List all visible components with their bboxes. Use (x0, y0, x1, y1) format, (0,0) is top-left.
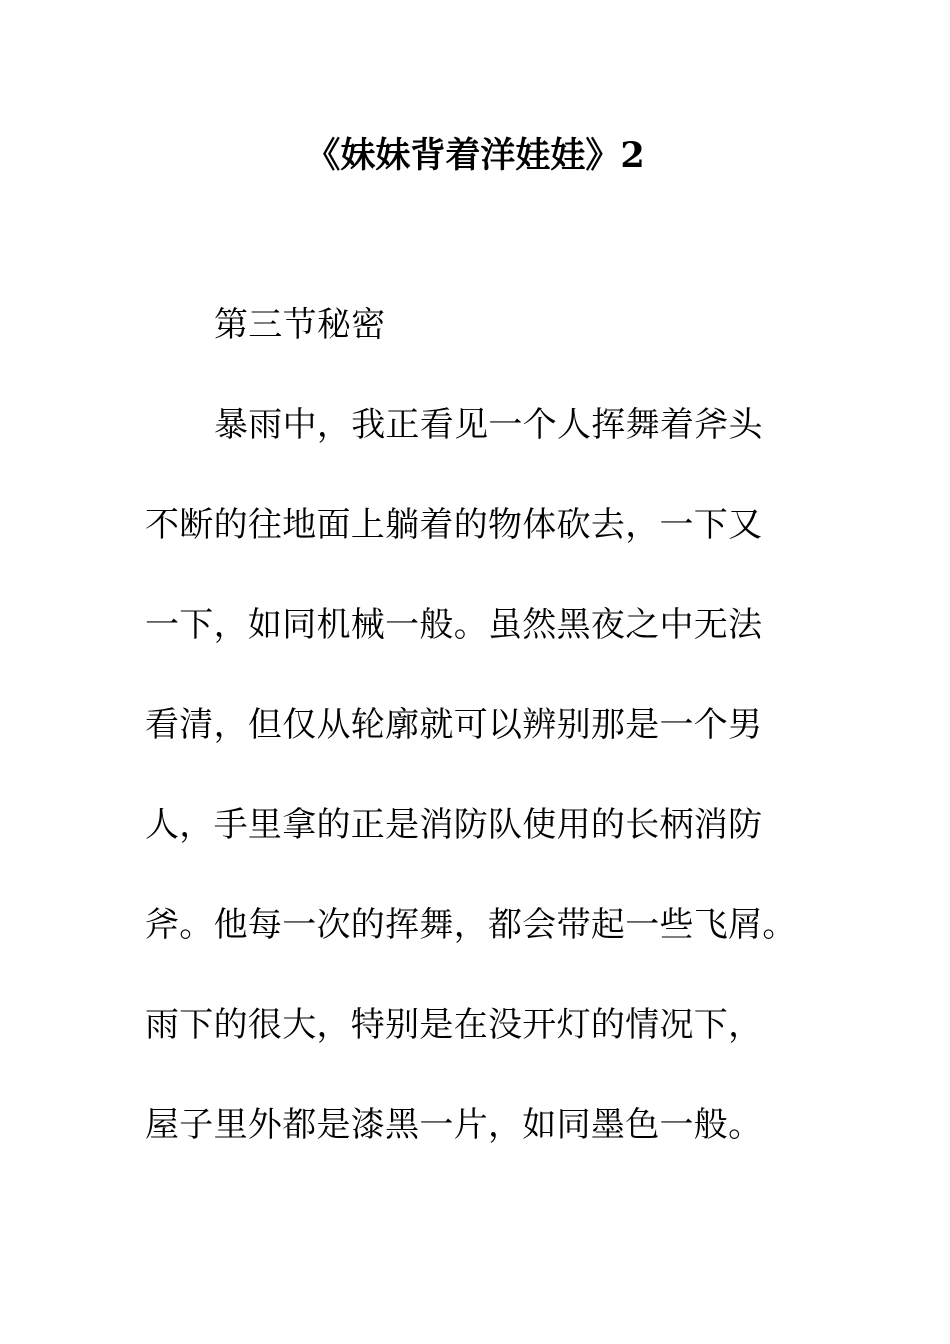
paragraph-line: 暴雨中，我正看见一个人挥舞着斧头 (214, 405, 763, 445)
paragraph-line: 不断的往地面上躺着的物体砍去，一下又 (145, 505, 763, 545)
section-heading: 第三节秘密 (214, 305, 386, 345)
paragraph-line: 人，手里拿的正是消防队使用的长柄消防 (145, 805, 763, 845)
paragraph-line: 斧。他每一次的挥舞，都会带起一些飞屑。 (145, 905, 797, 945)
document-title: 《妹妹背着洋娃娃》2 (305, 135, 645, 176)
paragraph-line: 看清，但仅从轮廓就可以辨别那是一个男 (145, 705, 763, 745)
paragraph-line: 一下，如同机械一般。虽然黑夜之中无法 (145, 605, 763, 645)
paragraph-line: 雨下的很大，特别是在没开灯的情况下， (145, 1005, 763, 1045)
paragraph-line: 屋子里外都是漆黑一片，如同墨色一般。 (145, 1105, 763, 1145)
